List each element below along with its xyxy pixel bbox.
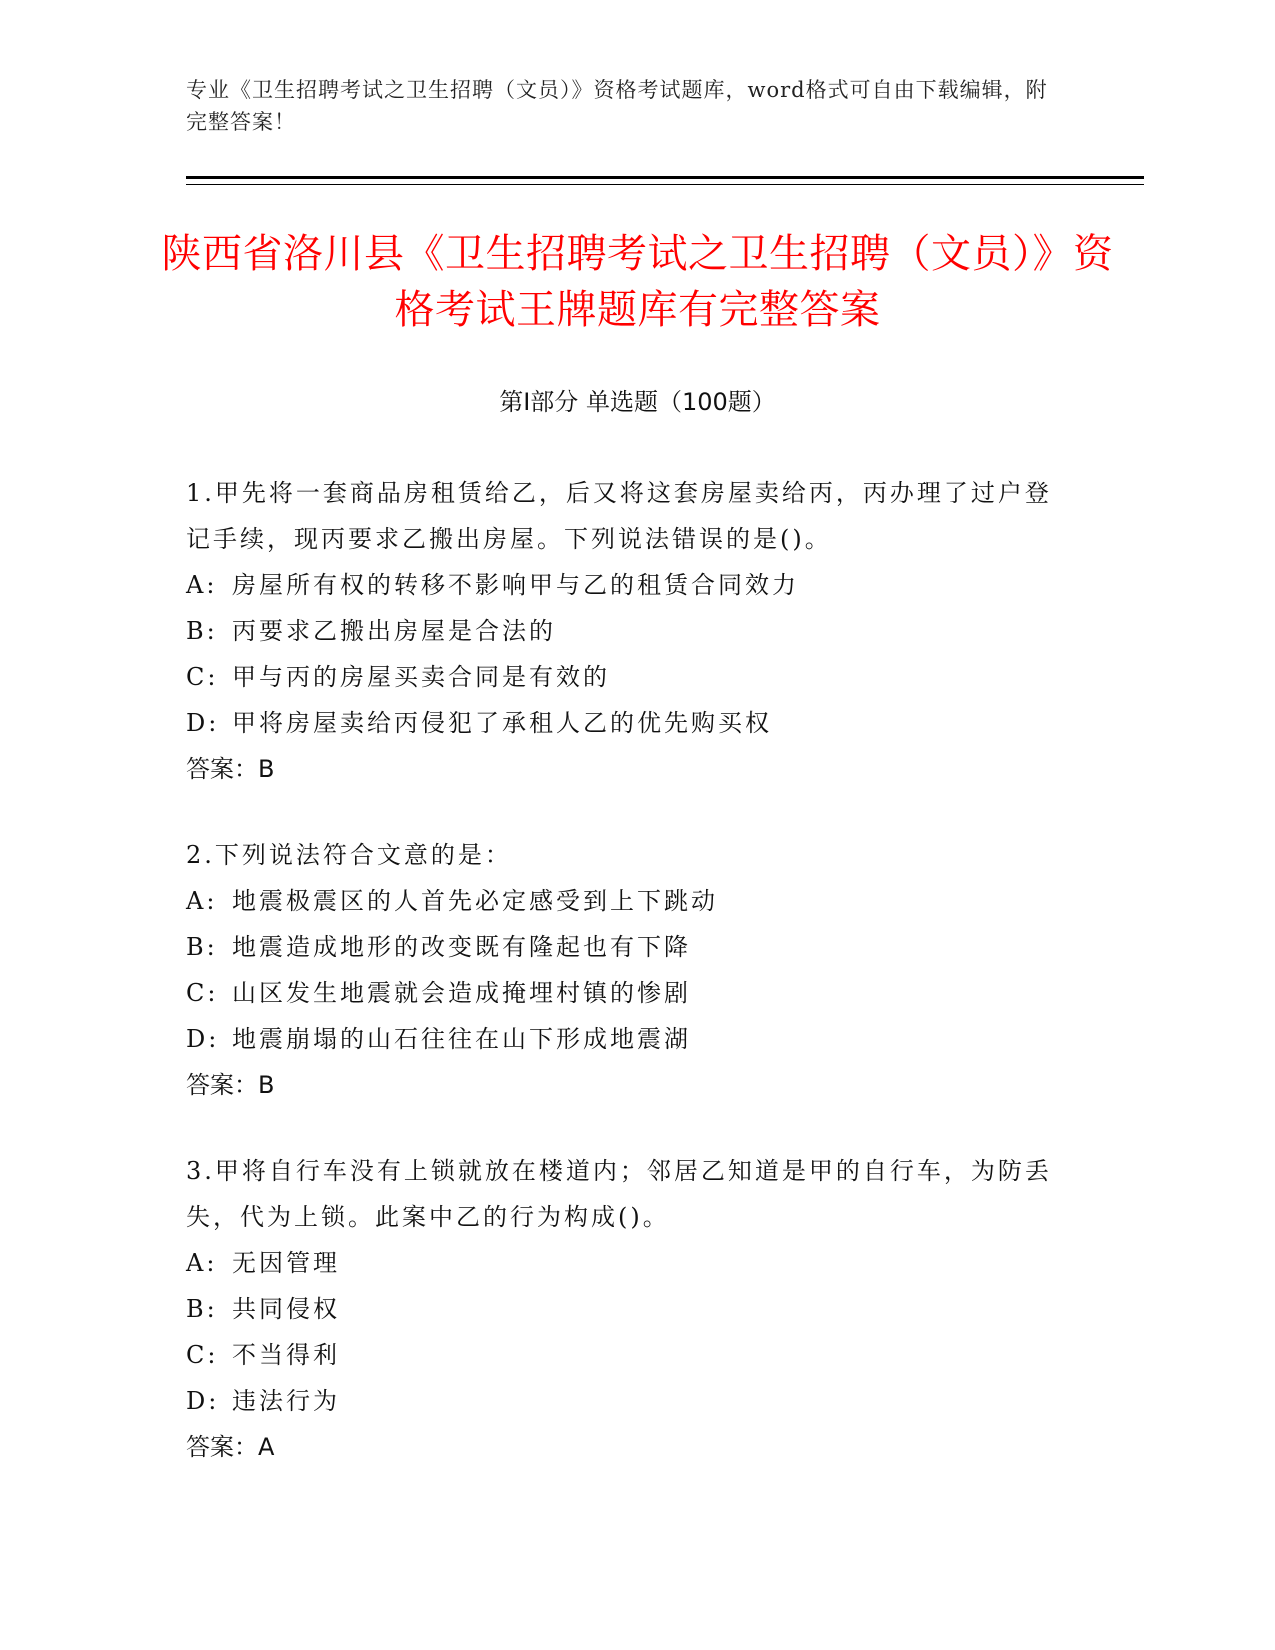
option-text: 违法行为 bbox=[232, 1387, 340, 1415]
answer-line: 答案：A bbox=[186, 1433, 275, 1461]
option-letter: D: bbox=[186, 1025, 220, 1053]
option-letter: A: bbox=[186, 571, 218, 599]
option-letter: C: bbox=[186, 979, 219, 1007]
answer-line: 答案：B bbox=[186, 755, 275, 783]
option-letter: A: bbox=[186, 1249, 218, 1277]
section-heading: 第I部分 单选题（100题） bbox=[499, 388, 776, 416]
option-text: 丙要求乙搬出房屋是合法的 bbox=[232, 617, 556, 645]
option-letter: D: bbox=[186, 709, 220, 737]
answer-line: 答案：B bbox=[186, 1071, 275, 1099]
option-text: 地震造成地形的改变既有隆起也有下降 bbox=[232, 933, 691, 961]
option-letter: D: bbox=[186, 1387, 220, 1415]
option-text: 甲将房屋卖给丙侵犯了承租人乙的优先购买权 bbox=[232, 709, 772, 737]
option-d bbox=[186, 1016, 1066, 1062]
option-a bbox=[186, 562, 1066, 608]
header-note: 专业《卫生招聘考试之卫生招聘（文员）》资格考试题库，word格式可自由下载编辑，附完整答案！ bbox=[186, 78, 1048, 134]
question-stem: 3.甲将自行车没有上锁就放在楼道内；邻居乙知道是甲的自行车，为防丢失，代为上锁。此案中乙的行为构成()。 bbox=[186, 1157, 1052, 1231]
document-title: 陕西省洛川县《卫生招聘考试之卫生招聘（文员）》资格考试王牌题库有完整答案 bbox=[161, 231, 1114, 333]
option-c bbox=[186, 654, 1066, 700]
option-text: 不当得利 bbox=[232, 1341, 340, 1369]
question-2 bbox=[186, 832, 1066, 1108]
option-letter: B: bbox=[186, 1295, 218, 1323]
option-b bbox=[186, 1286, 1066, 1332]
option-d bbox=[186, 1378, 1066, 1424]
option-letter: B: bbox=[186, 933, 218, 961]
option-b bbox=[186, 924, 1066, 970]
option-c bbox=[186, 970, 1066, 1016]
option-text: 地震崩塌的山石往往在山下形成地震湖 bbox=[232, 1025, 691, 1053]
question-1 bbox=[186, 470, 1066, 792]
option-b bbox=[186, 608, 1066, 654]
option-c bbox=[186, 1332, 1066, 1378]
option-letter: C: bbox=[186, 663, 219, 691]
question-3 bbox=[186, 1148, 1066, 1470]
question-stem: 1.甲先将一套商品房租赁给乙，后又将这套房屋卖给丙，丙办理了过户登记手续，现丙要求乙搬出房屋。下列说法错误的是()。 bbox=[186, 479, 1052, 553]
option-text: 无因管理 bbox=[232, 1249, 340, 1277]
header-rule-thick bbox=[186, 176, 1144, 179]
option-letter: C: bbox=[186, 1341, 219, 1369]
option-text: 共同侵权 bbox=[232, 1295, 340, 1323]
header-rule-thin bbox=[186, 184, 1144, 185]
option-a bbox=[186, 878, 1066, 924]
option-text: 地震极震区的人首先必定感受到上下跳动 bbox=[232, 887, 718, 915]
option-text: 甲与丙的房屋买卖合同是有效的 bbox=[232, 663, 610, 691]
option-letter: B: bbox=[186, 617, 218, 645]
option-letter: A: bbox=[186, 887, 218, 915]
option-d bbox=[186, 700, 1066, 746]
option-text: 山区发生地震就会造成掩埋村镇的惨剧 bbox=[232, 979, 691, 1007]
option-a bbox=[186, 1240, 1066, 1286]
question-stem: 2.下列说法符合文意的是： bbox=[186, 841, 512, 869]
option-text: 房屋所有权的转移不影响甲与乙的租赁合同效力 bbox=[232, 571, 799, 599]
